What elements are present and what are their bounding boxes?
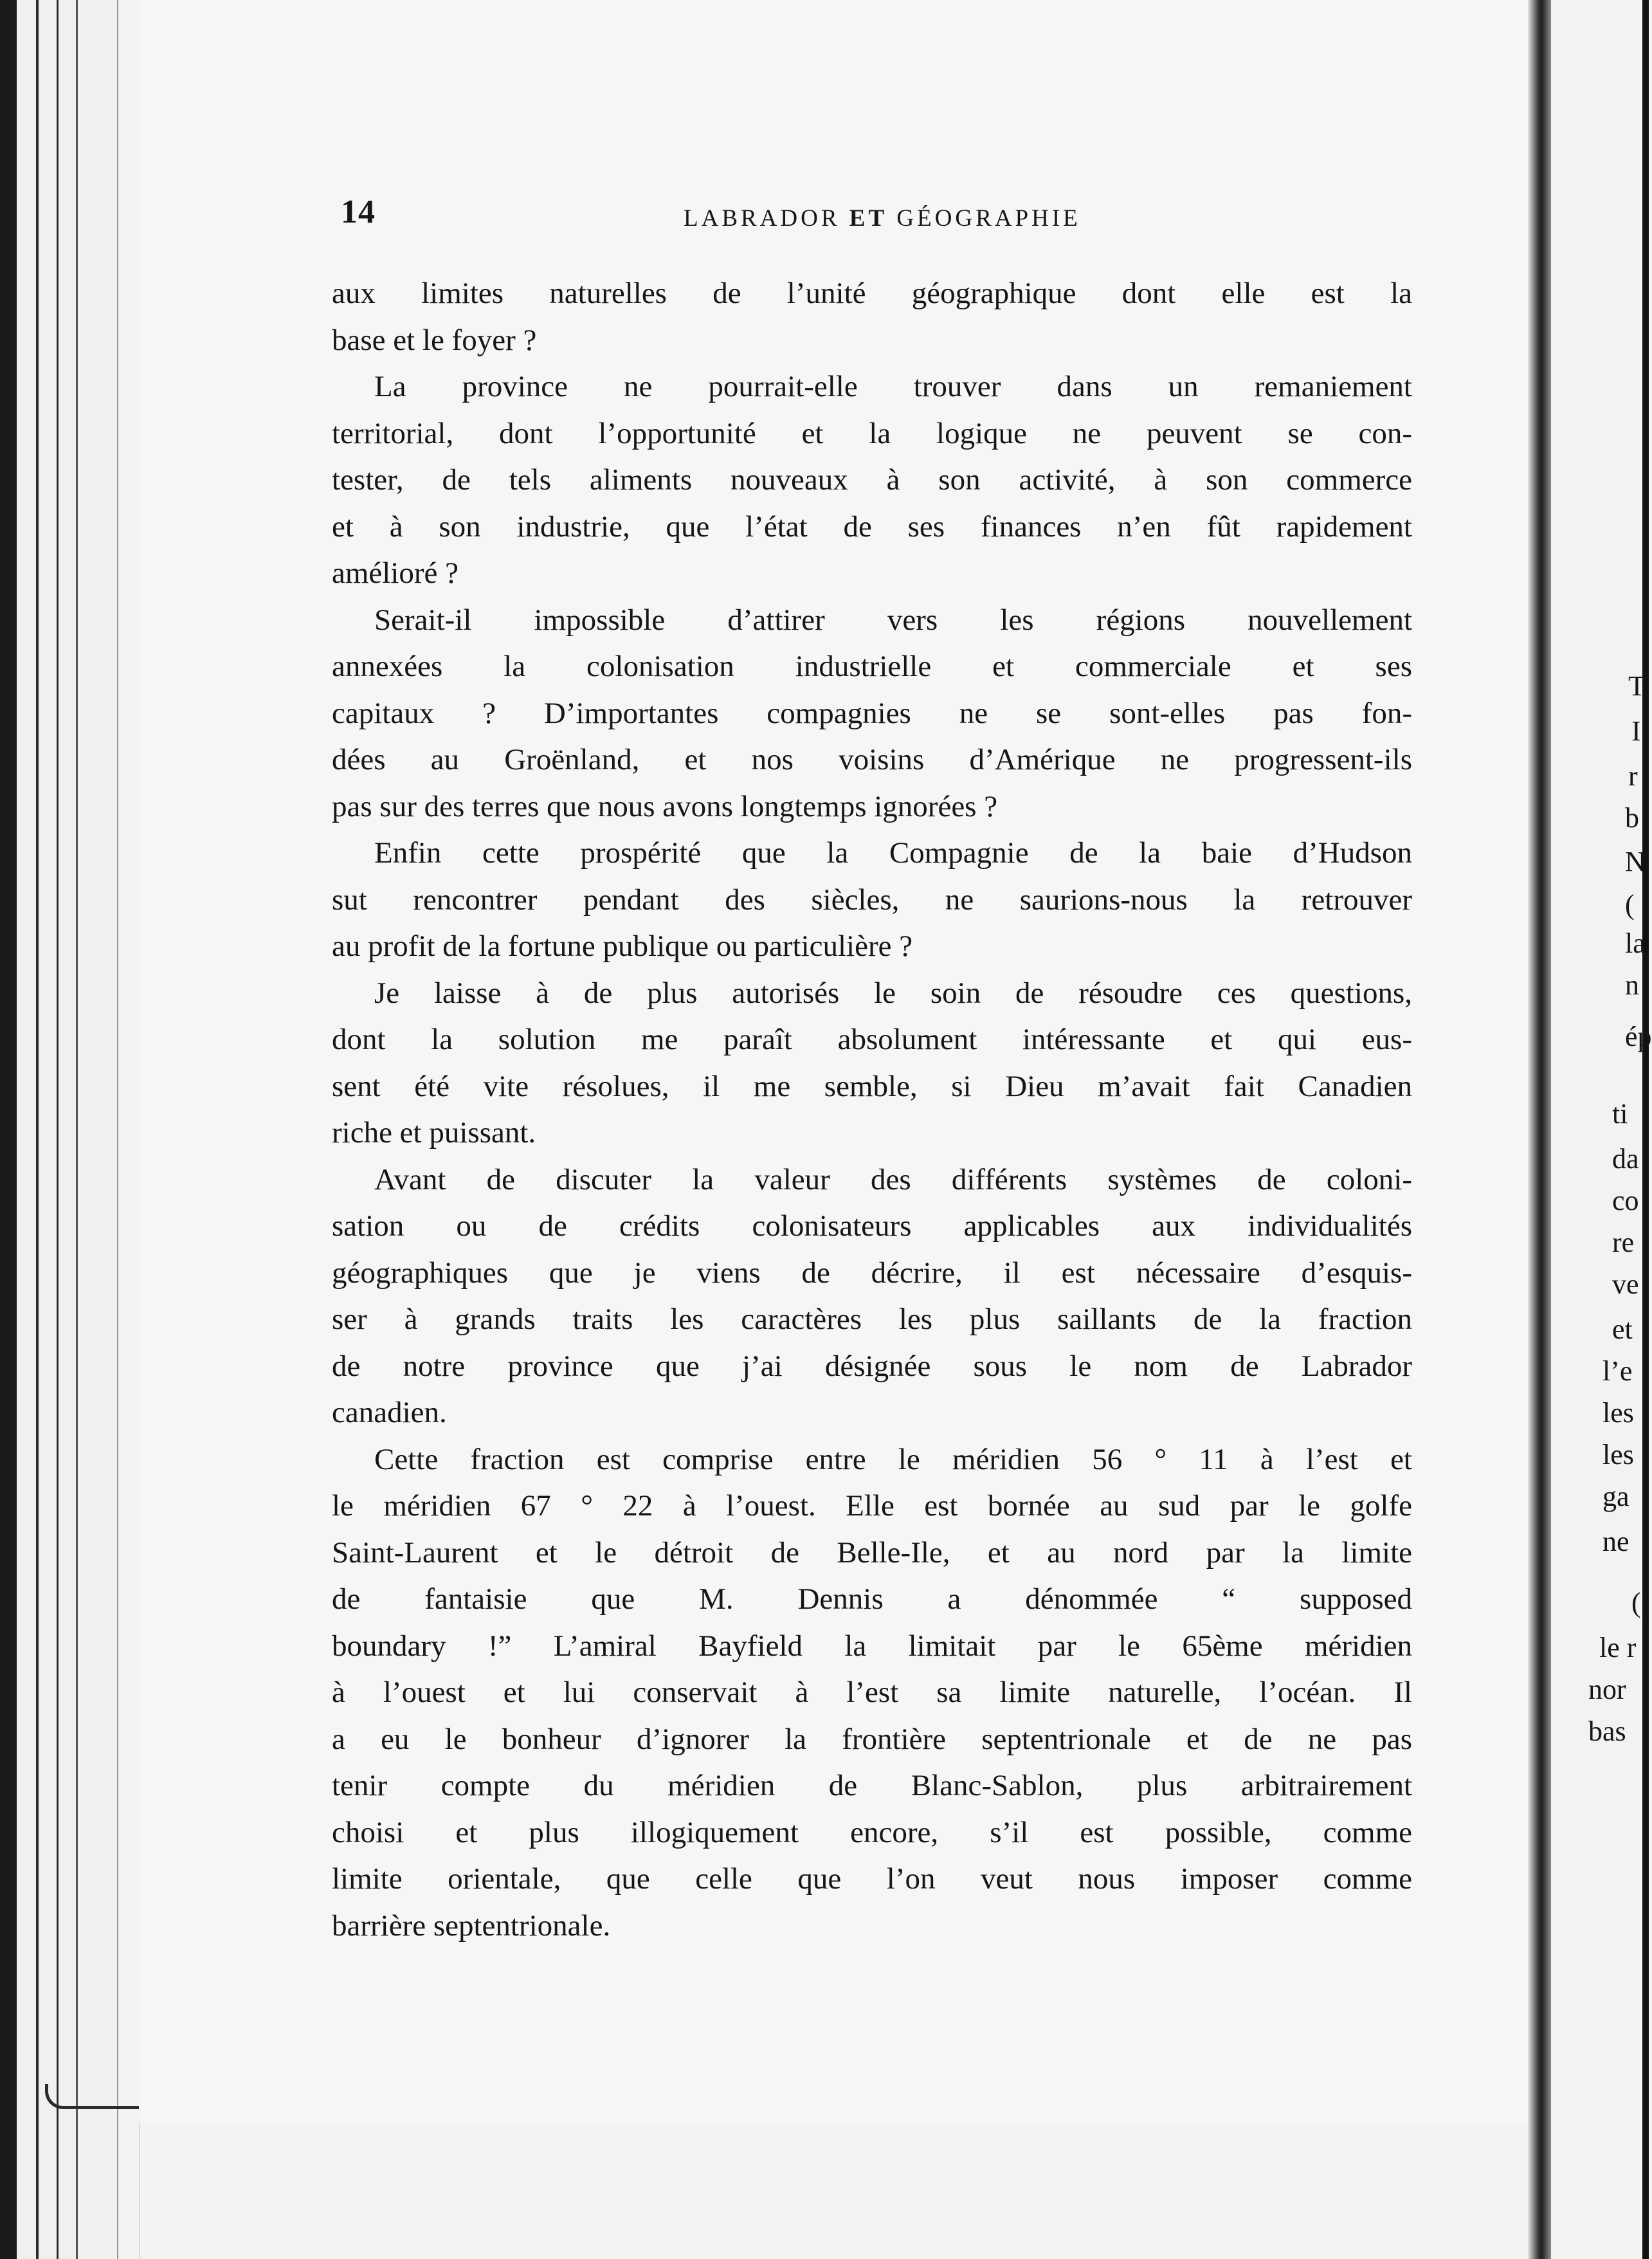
text-line: tester, de tels aliments nouveaux à son activité, à son commerce xyxy=(332,463,1412,497)
running-head-subtitle: GÉOGRAPHIE xyxy=(896,205,1081,232)
book-gutter xyxy=(1528,0,1551,2259)
text-line: base et le foyer ? xyxy=(332,323,537,357)
page-number: 14 xyxy=(341,194,376,230)
facing-page-fragment: ve xyxy=(1612,1268,1639,1300)
facing-page-fragment: les xyxy=(1602,1397,1634,1429)
text-line: Je laisse à de plus autorisés le soin de résoudre ces questions, xyxy=(374,976,1412,1010)
facing-page-fragment: ( xyxy=(1625,889,1635,920)
facing-page-fragment: ( xyxy=(1631,1587,1641,1618)
text-line: Saint-Laurent et le détroit de Belle-Ile, et au nord par la limite xyxy=(332,1535,1412,1569)
facing-page-fragment: da xyxy=(1612,1143,1639,1175)
text-line: aux limites naturelles de l’unité géographique dont elle est la xyxy=(332,277,1412,310)
facing-page xyxy=(1551,0,1652,2259)
facing-page-fragment: b xyxy=(1625,802,1639,834)
facing-page-fragment: le r xyxy=(1599,1632,1637,1663)
text-line: boundary !” L’amiral Bayfield la limitait par le 65ème méridien xyxy=(332,1629,1412,1663)
text-line: barrière septentrionale. xyxy=(332,1908,611,1943)
running-head xyxy=(684,205,1081,232)
text-line: et à son industrie, que l’état de ses finances n’en fût rapidement xyxy=(332,509,1412,544)
text-line: sation ou de crédits colonisateurs applicables aux individualités xyxy=(332,1209,1412,1243)
text-line: annexées la colonisation industrielle et commerciale et ses xyxy=(332,650,1412,683)
body-text xyxy=(332,270,1412,1949)
stacked-page-edge xyxy=(120,0,140,2259)
text-line: choisi et plus illogiquement encore, s’il est possible, comme xyxy=(332,1815,1412,1849)
text-line: capitaux ? D’importantes compagnies ne se sont-elles pas fon- xyxy=(332,696,1412,730)
text-line: de fantaisie que M. Dennis a dénommée “ supposed xyxy=(332,1582,1412,1616)
facing-page-fragment: nor xyxy=(1588,1674,1626,1705)
text-line: Enfin cette prospérité que la Compagnie de la baie d’Hudson xyxy=(374,836,1412,870)
facing-page-fragment: l’e xyxy=(1602,1355,1633,1387)
facing-page-fragment: T xyxy=(1628,670,1646,702)
text-line: riche et puissant. xyxy=(332,1116,536,1149)
facing-page-fragment: ti xyxy=(1612,1098,1628,1130)
facing-page-fragment: ga xyxy=(1602,1481,1629,1512)
running-head-title: LABRADOR xyxy=(684,205,840,232)
text-line: pas sur des terres que nous avons longtemps ignorées ? xyxy=(332,789,998,823)
text-line: tenir compte du méridien de Blanc-Sablon, plus arbitrairement xyxy=(332,1769,1412,1802)
scan-border xyxy=(0,0,17,2259)
stacked-page-edge xyxy=(39,0,59,2259)
text-line: Avant de discuter la valeur des différents systèmes de coloni- xyxy=(374,1162,1412,1196)
text-line: La province ne pourrait-elle trouver dans un remaniement xyxy=(374,370,1412,403)
text-line: limite orientale, que celle que l’on veut nous imposer comme xyxy=(332,1862,1412,1896)
facing-page-fragment: ne xyxy=(1602,1526,1629,1557)
text-line: territorial, dont l’opportunité et la logique ne peuvent se con- xyxy=(332,416,1412,450)
facing-page-fragment: et xyxy=(1612,1313,1633,1345)
facing-page-fragment: ép xyxy=(1625,1021,1652,1052)
running-head-et: ET xyxy=(849,205,888,232)
facing-page-fragment: la xyxy=(1625,928,1646,959)
text-line: ser à grands traits les caractères les plus saillants de la fraction xyxy=(332,1303,1412,1336)
facing-page-fragment: re xyxy=(1612,1227,1635,1258)
text-line: au profit de la fortune publique ou particulière ? xyxy=(332,929,913,963)
facing-page-fragment: bas xyxy=(1588,1715,1626,1747)
facing-page-fragment: I xyxy=(1631,715,1641,747)
text-line: de notre province que j’ai désignée sous le nom de Labrador xyxy=(332,1349,1412,1383)
stacked-page-edge xyxy=(59,0,78,2259)
text-line: le méridien 67 ° 22 à l’ouest. Elle est bornée au sud par le golfe xyxy=(332,1489,1412,1523)
stacked-page-edge xyxy=(17,0,39,2259)
text-line: à l’ouest et lui conservait à l’est sa limite naturelle, l’océan. Il xyxy=(332,1676,1412,1709)
facing-page-fragment: co xyxy=(1612,1185,1639,1216)
facing-page-fragment: n xyxy=(1625,969,1639,1001)
scan-border-right xyxy=(1642,0,1649,2259)
text-line: amélioré ? xyxy=(332,556,459,590)
text-line: sut rencontrer pendant des siècles, ne saurions-nous la retrouver xyxy=(332,883,1412,917)
stacked-page-edge xyxy=(78,0,118,2259)
facing-page-fragment: N xyxy=(1625,846,1646,877)
facing-page-fragment: les xyxy=(1602,1439,1634,1470)
text-line: canadien. xyxy=(332,1396,447,1429)
text-line: géographiques que je viens de décrire, il est nécessaire d’esquis- xyxy=(332,1256,1412,1290)
facing-page-fragment: r xyxy=(1628,760,1638,792)
text-line: sent été vite résolues, il me semble, si Dieu m’avait fait Canadien xyxy=(332,1069,1412,1103)
text-line: dont la solution me paraît absolument intéressante et qui eus- xyxy=(332,1023,1412,1056)
text-line: dées au Groënland, et nos voisins d’Amérique ne progressent-ils xyxy=(332,743,1412,776)
text-line: Cette fraction est comprise entre le méridien 56 ° 11 à l’est et xyxy=(374,1442,1412,1476)
text-line: Serait-il impossible d’attirer vers les régions nouvellement xyxy=(374,603,1412,637)
text-line: a eu le bonheur d’ignorer la frontière septentrionale et de ne pas xyxy=(332,1722,1412,1756)
